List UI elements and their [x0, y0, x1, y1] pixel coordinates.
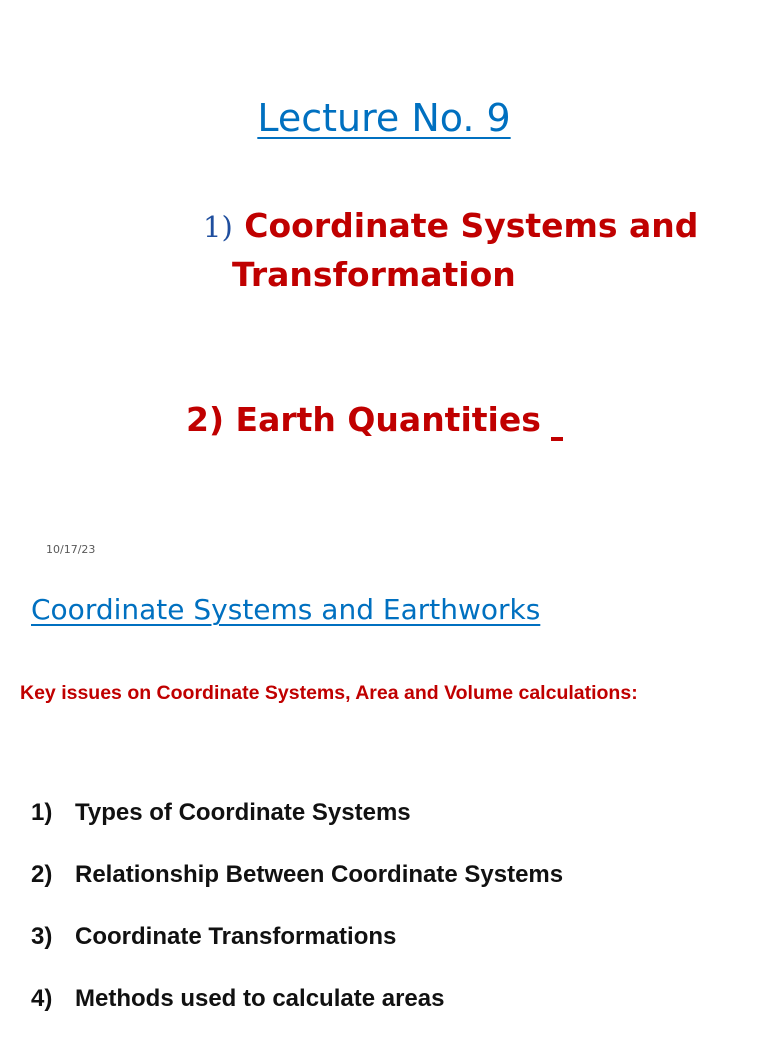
list-item-text: Coordinate Transformations: [75, 923, 397, 950]
list-item-number: 4): [31, 985, 53, 1012]
topic-1-line-2: Transformation: [232, 255, 516, 294]
list-item: [31, 858, 563, 920]
list-item-text: Relationship Between Coordinate Systems: [75, 861, 564, 888]
issues-list: [31, 796, 563, 1044]
list-item-number: 3): [31, 923, 53, 950]
topic-2-text: 2) Earth Quantities: [186, 400, 541, 439]
key-issues-heading: Key issues on Coordinate Systems, Area and Volume calculations:: [20, 682, 638, 704]
list-item-number: 1): [31, 799, 53, 826]
list-item: [31, 796, 563, 858]
list-item-text: Methods used to calculate areas: [75, 985, 445, 1012]
list-item-number: 2): [31, 861, 53, 888]
topic-coordinate-systems: [203, 202, 743, 299]
slide-date: 10/17/23: [46, 543, 96, 556]
section-title: Coordinate Systems and Earthworks: [31, 593, 541, 626]
lecture-title: Lecture No. 9: [257, 96, 511, 140]
list-item: [31, 920, 563, 982]
trailing-dash: [551, 437, 563, 441]
topic-1-number: 1): [203, 210, 233, 244]
list-item: [31, 982, 563, 1044]
topic-earth-quantities: [186, 396, 563, 444]
topic-1-line-1: Coordinate Systems and: [244, 206, 699, 245]
list-item-text: Types of Coordinate Systems: [75, 799, 411, 826]
